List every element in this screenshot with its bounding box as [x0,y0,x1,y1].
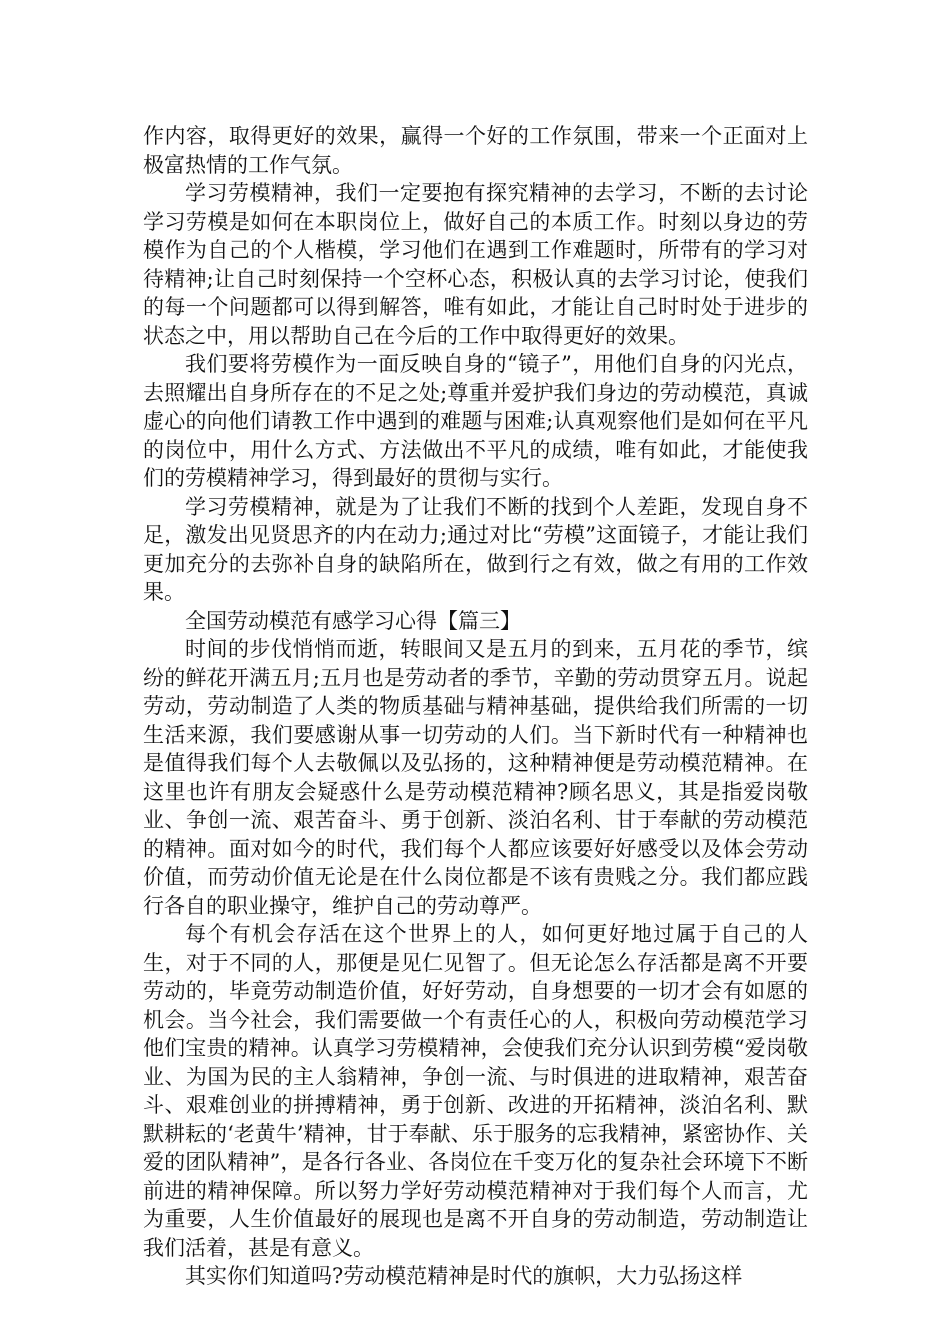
paragraph-mirror: 我们要将劳模作为一面反映自身的“镜子”，用他们自身的闪光点，去照耀出自身所存在的不足之处;尊重并爱护我们身边的劳动模范，真诚虚心的向他们请教工作中遇到的难题与困难;认真观察他们是如何在平凡的岗位中，用什么方式、方法做出不平凡的成绩，唯有如此，才能使我们的劳模精神学习，得到最好的贯彻与实行。 [143,352,808,490]
paragraph-may-labor: 时间的步伐悄悄而逝，转眼间又是五月的到来，五月花的季节，缤纷的鲜花开满五月;五月也是劳动者的季节，辛勤的劳动贯穿五月。说起劳动，劳动制造了人类的物质基础与精神基础，提供给我们所需的一切生活来源，我们要感谢从事一切劳动的人们。当下新时代有一种精神也是值得我们每个人去敬佩以及弘扬的，这种精神便是劳动模范精神。在这里也许有朋友会疑惑什么是劳动模范精神?顾名思义，其是指爱岗敬业、争创一流、艰苦奋斗、勇于创新、淡泊名利、甘于奉献的劳动模范的精神。面对如今的时代，我们每个人都应该要好好感受以及体会劳动价值，而劳动价值无论是在什么岗位都是不该有贵贱之分。我们都应践行各自的职业操守，维护自己的劳动尊严。 [143,637,808,918]
paragraph-continuation: 作内容，取得更好的效果，赢得一个好的工作氛围，带来一个正面对上极富热情的工作气氛。 [143,124,808,177]
paragraph-life-value: 每个有机会存活在这个世界上的人，如何更好地过属于自己的人生，对于不同的人，那便是见仁见智了。但无论怎么存活都是离不开要劳动的，毕竟劳动制造价值，好好劳动，自身想要的一切才会有如愿的机会。当今社会，我们需要做一个有责任心的人，积极向劳动模范学习他们宝贵的精神。认真学习劳模精神，会使我们充分认识到劳模“爱岗敬业、为国为民的主人翁精神，争创一流、与时俱进的进取精神，艰苦奋斗、艰难创业的拼搏精神，勇于创新、改进的开拓精神，淡泊名利、默默耕耘的‘老黄牛’精神，甘于奉献、乐于服务的忘我精神，紧密协作、关爱的团队精神”，是各行各业、各岗位在千变万化的复杂社会环境下不断前进的精神保障。所以努力学好劳动模范精神对于我们每个人而言，尤为重要，人生价值最好的展现也是离不开自身的劳动制造，劳动制造让我们活着，甚是有意义。 [143,922,808,1260]
document-page [143,122,808,1291]
section-heading: 全国劳动模范有感学习心得【篇三】 [185,608,521,633]
paragraph-find-gap: 学习劳模精神，就是为了让我们不断的找到个人差距，发现自身不足，激发出见贤思齐的内在动力;通过对比“劳模”这面镜子，才能让我们更加充分的去弥补自身的缺陷所在，做到行之有效，做之有用的工作效果。 [143,494,808,604]
paragraph-closing: 其实你们知道吗?劳动模范精神是时代的旗帜，大力弘扬这样 [185,1264,743,1288]
paragraph-inquiry-spirit: 学习劳模精神，我们一定要抱有探究精神的去学习，不断的去讨论学习劳模是如何在本职岗位上，做好自己的本质工作。时刻以身边的劳模作为自己的个人楷模，学习他们在遇到工作难题时，所带有的学习对待精神;让自己时刻保持一个空杯心态，积极认真的去学习讨论，使我们的每一个问题都可以得到解答，唯有如此，才能让自己时时处于进步的状态之中，用以帮助自己在今后的工作中取得更好的效果。 [143,181,808,348]
